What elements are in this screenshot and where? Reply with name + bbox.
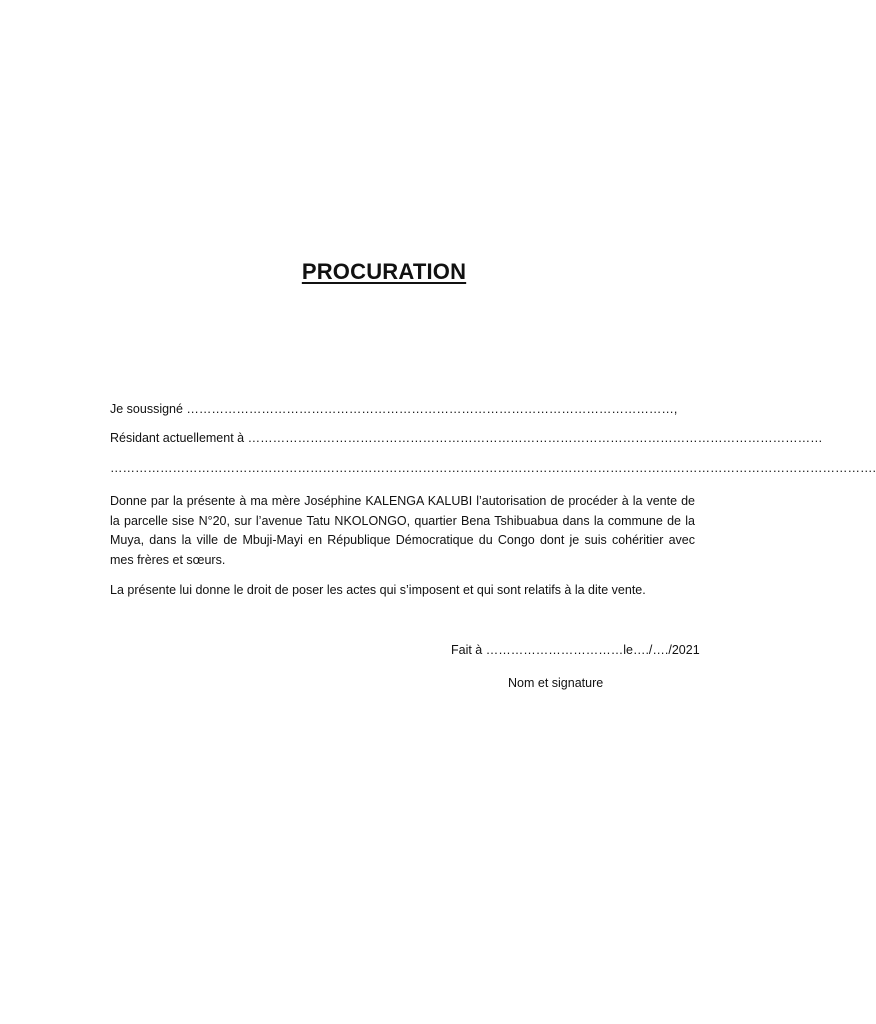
- authorization-paragraph: Donne par la présente à ma mère Joséphine KALENGA KALUBI l’autorisation de procéder à la vente de la parcelle sise N°20, sur l’avenue Tatu NKOLONGO, quartier Bena Tshibuabua dans la commune de la Muya, dans la ville de Mbuji-Mayi en République Démocratique du Congo dont je suis cohéritier avec mes frères et sœurs.: [110, 494, 695, 567]
- rights-paragraph: La présente lui donne le droit de poser les actes qui s’imposent et qui sont relatifs à la dite vente.: [110, 583, 646, 597]
- signature-label: Nom et signature: [508, 676, 604, 690]
- residant-line: Résidant actuellement à …………………………………………………………………………………………………………………………: [110, 431, 823, 445]
- soussigne-line: Je soussigné ………………………………………………………………………………………………………,: [110, 402, 678, 416]
- document-title: PROCURATION: [301, 259, 467, 284]
- address-continuation-line: ………………………………………………………………………………………………………………………………………………………………….: [110, 461, 876, 475]
- place-date-line: Fait à ……………………………le…./…./2021: [451, 643, 700, 657]
